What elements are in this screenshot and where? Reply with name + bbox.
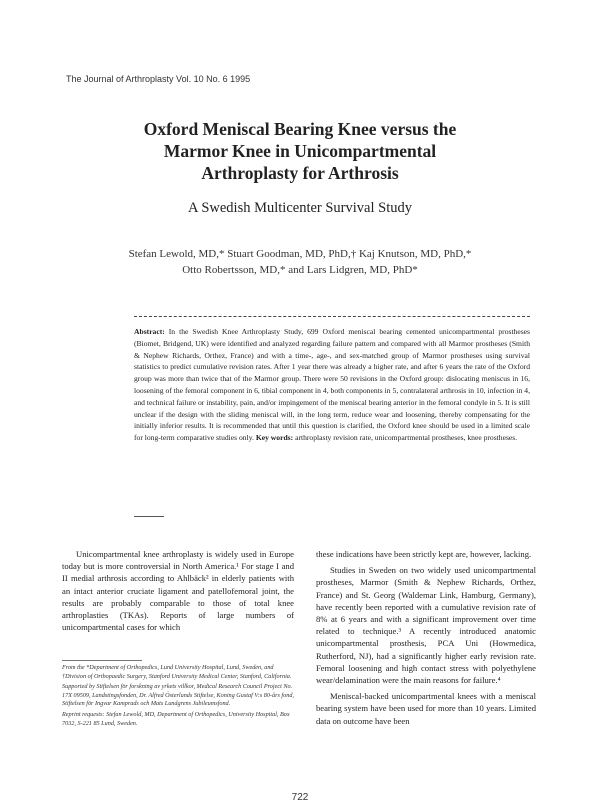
article-subtitle: A Swedish Multicenter Survival Study (188, 200, 412, 216)
footnote-support: Supported by Stiftelsen för forskning av yrkets villkor, Medical Research Council Project No. 17X 09509, Landstingsfonden, Dr. Alfred Österlunds Stiftelse, Koning Gustaf V:s 80-års fond, Stiftelsen för Ingvar Kamprads och Mats Lundgrens Jubileumsfond. (62, 683, 294, 708)
abstract-end-rule (134, 516, 164, 517)
article-title (60, 118, 540, 184)
body-paragraph: these indications have been strictly kept are, however, lacking. (316, 549, 532, 559)
author-line-1: Stefan Lewold, MD,* Stuart Goodman, MD, PhD,† Kaj Knutson, MD, PhD,* (128, 248, 472, 260)
title-line-3: Arthroplasty for Arthrosis (201, 163, 399, 183)
journal-header: The Journal of Arthroplasty Vol. 10 No. 6 1995 (66, 74, 251, 84)
body-paragraph: Unicompartmental knee arthroplasty is widely used in Europe today but is more controversial in North America.¹ For stage I and II medial arthrosis according to Ahlbäck² in elderly patients with an intact anterior cruciate ligament and patellofemoral joint, the results are probably comparable to those of total knee arthroplasties (TKAs). Reports of large numbers of unicompartmental cases for which (62, 549, 294, 633)
body-column-left (62, 548, 294, 637)
footnotes-block (62, 664, 294, 730)
keywords-label: Key words: (255, 433, 294, 443)
footnote-reprint: Reprint requests: Stefan Lewold, MD, Department of Orthopedics, University Hospital, Box 7032, S-221 85 Lund, Sweden. (62, 710, 290, 727)
title-line-2: Marmor Knee in Unicompartmental (163, 141, 437, 161)
footnote-divider (62, 660, 142, 661)
abstract-text: In the Swedish Knee Arthroplasty Study, 699 Oxford meniscal bearing cemented unicompartmental prostheses (Biomet, Bridgend, UK) were identified and analyzed regarding failure pattern and compared with all Marmor prostheses (Smith & Nephew Richards, Orthez, France) and with a time-, age-, and sex-matched group of Marmor prostheses using survival statistics to predict cumulative revision rates. After 1 year there was already a higher rate, and after 6 years the rate of the Oxford group was more than twice that of the Marmor group. There were 50 revisions in the Oxford group: dislocating meniscus in 16, loosening of the femoral component in 6, tibial component in 4, both components in 5, contralateral arthrosis in 10, infection in 4, and technical failure or instability, pain, and/or impingement of the meniscal bearing anterior in the femoral condyle in 5. It is still unclear if the design with the sliding meniscal will, in the long term, reduce wear and loosening, thereby compensating for the initially inferior results. It is recommended that until this question is clarified, the Oxford knee should be used in a limited scale for long-term comparative studies only. (134, 327, 530, 443)
page-number: 722 (291, 792, 309, 803)
author-list (60, 246, 540, 278)
abstract-label: Abstract: (134, 327, 165, 336)
body-paragraph: Meniscal-backed unicompartmental knees with a meniscal bearing system have been used for more than 10 years. Limited data on outcome have been (316, 691, 536, 726)
abstract-divider (134, 316, 530, 317)
footnote-affiliation: From the *Department of Orthopedics, Lund University Hospital, Lund, Sweden, and †Division of Orthopaedic Surgery, Stanford University Medical Center, Stanford, California. (62, 664, 292, 680)
title-line-1: Oxford Meniscal Bearing Knee versus the (143, 119, 457, 139)
author-line-2: Otto Robertsson, MD,* and Lars Lidgren, MD, PhD* (182, 264, 418, 276)
keywords-text: arthroplasty revision rate, unicompartmental prostheses, knee prostheses. (295, 433, 518, 443)
body-column-right (316, 548, 536, 731)
body-paragraph: Studies in Sweden on two widely used unicompartmental prostheses, Marmor (Smith & Nephew Richards, Orthez, France) and St. Georg (Waldemar Link, Hamburg, Germany), have recently been reported with a cumulative revision rate of 8% at 6 years and with a significant improvement over time related to technique.³ A recently introduced anatomic unicompartmental prosthesis, PCA Uni (Howmedica, Rutherford, NJ), had a significantly higher early revision rate. Femoral loosening and high contact stress with polyethylene wear/delamination were the main reasons for failure.⁴ (316, 565, 536, 686)
abstract-block (134, 326, 530, 444)
